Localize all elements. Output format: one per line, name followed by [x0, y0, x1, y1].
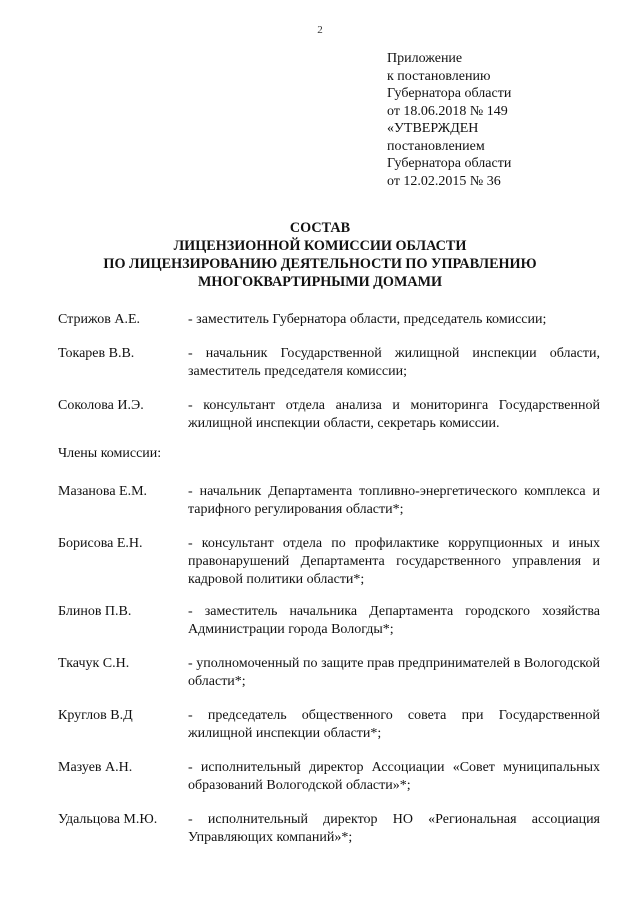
member-name: Стрижов А.Е. — [58, 312, 141, 327]
member-role: - начальник Государственной жилищной инспекции области, заместитель председателя комиссии; — [188, 346, 600, 379]
member-name: Удальцова М.Ю. — [58, 812, 158, 827]
members-heading: Члены комиссии: — [58, 446, 162, 461]
title-line: СОСТАВ — [289, 220, 351, 236]
approval-line: Губернатора области — [387, 156, 512, 171]
approval-line: Приложение — [387, 51, 463, 66]
member-name: Токарев В.В. — [58, 346, 135, 361]
approval-line: к постановлению — [387, 68, 491, 84]
member-name: Мазуев А.Н. — [58, 760, 133, 775]
member-name: Соколова И.Э. — [58, 398, 144, 413]
approval-line: от 18.06.2018 № 149 — [387, 103, 508, 119]
approval-line: постановлением — [387, 138, 485, 154]
member-name: Мазанова Е.М. — [58, 484, 148, 499]
title-line: ПО ЛИЦЕНЗИРОВАНИЮ ДЕЯТЕЛЬНОСТИ ПО УПРАВЛЕНИЮ — [103, 256, 537, 272]
member-name: Круглов В.Д — [58, 708, 133, 723]
member-role: - начальник Департамента топливно-энергетического комплекса и тарифного регулирования области*; — [188, 484, 600, 517]
member-name: Блинов П.В. — [58, 604, 132, 619]
member-role: - председатель общественного совета при Государственной жилищной инспекции области*; — [188, 708, 600, 741]
approval-block — [387, 50, 511, 190]
title-line: ЛИЦЕНЗИОННОЙ КОМИССИИ ОБЛАСТИ — [173, 238, 467, 254]
approval-line: Губернатора области — [387, 86, 512, 101]
member-name: Борисова Е.Н. — [58, 536, 143, 551]
member-name: Ткачук С.Н. — [58, 656, 130, 671]
member-role: - уполномоченный по защите прав предпринимателей в Вологодской области*; — [188, 656, 600, 689]
member-role: - заместитель начальника Департамента городского хозяйства Администрации города Вологды*; — [188, 604, 600, 637]
approval-line: «УТВЕРЖДЕН — [387, 121, 479, 136]
title-line: МНОГОКВАРТИРНЫМИ ДОМАМИ — [197, 274, 443, 290]
member-role: - консультант отдела по профилактике коррупционных и иных правонарушений Департамента государственного управления и кадровой политики области*; — [188, 536, 600, 587]
member-role: - исполнительный директор НО «Региональная ассоциация Управляющих компаний»*; — [188, 812, 600, 845]
member-role: - заместитель Губернатора области, председатель комиссии; — [188, 312, 547, 327]
member-role: - исполнительный директор Ассоциации «Совет муниципальных образований Вологодской области»*; — [188, 760, 600, 793]
page-number: 2 — [317, 24, 323, 36]
approval-line: от 12.02.2015 № 36 — [387, 173, 501, 189]
member-role: - консультант отдела анализа и мониторинга Государственной жилищной инспекции области, секретарь комиссии. — [188, 398, 600, 431]
document-title — [60, 219, 580, 291]
